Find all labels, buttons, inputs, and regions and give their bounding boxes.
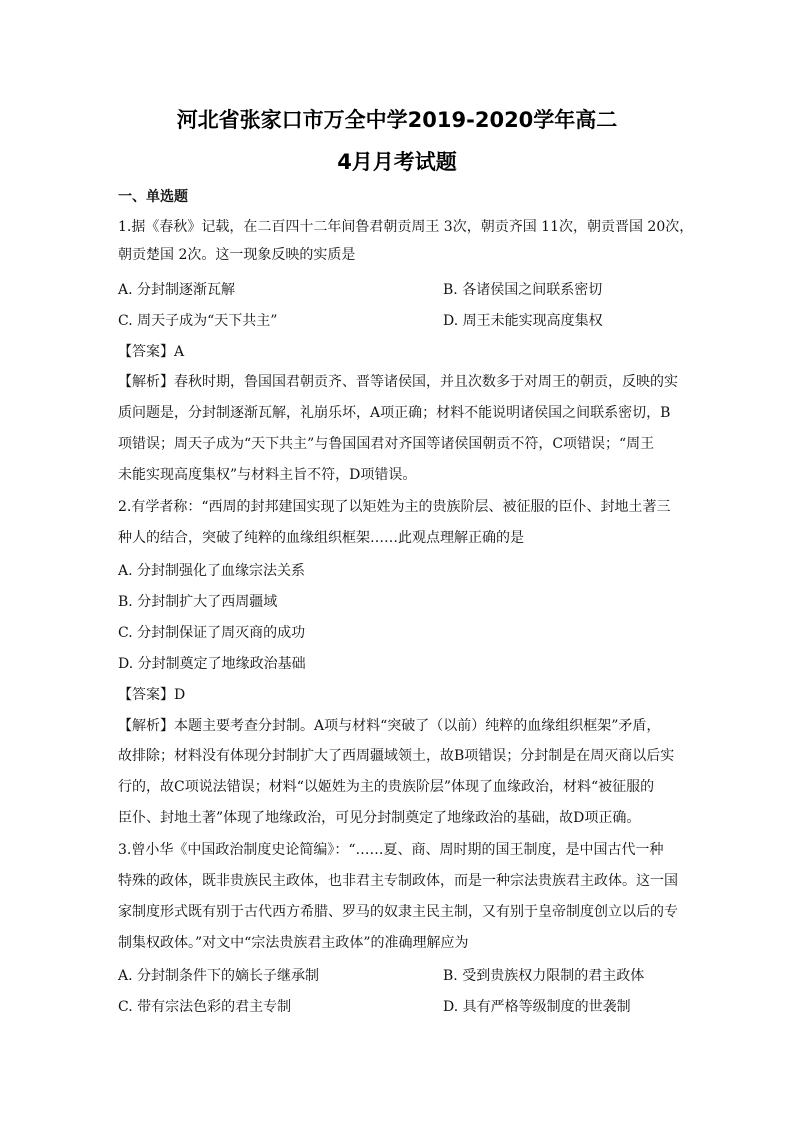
q2-option-b: B. 分封制扩大了西周疆域 xyxy=(118,594,278,610)
q2-option-a: A. 分封制强化了血缘宗法关系 xyxy=(118,563,306,579)
q2-analysis-line-3: 行的，故C项说法错误；材料“以姬姓为主的贵族阶层”体现了血缘政治，材料“被征服的 xyxy=(118,779,655,795)
q1-stem-line-2: 朝贡楚国 2次。这一现象反映的实质是 xyxy=(118,247,356,263)
q2-option-d: D. 分封制奠定了地缘政治基础 xyxy=(118,656,306,672)
q1-option-d: D. 周王未能实现高度集权 xyxy=(443,313,603,329)
title-line-2: 4月月考试题 xyxy=(337,150,457,174)
q3-stem-line-4: 制集权政体。”对文中“宗法贵族君主政体”的准确理解应为 xyxy=(118,935,469,951)
q3-stem-line-1: 3.曾小华《中国政治制度史论简编》：“……夏、商、周时期的国王制度，是中国古代一种 xyxy=(118,842,664,858)
q1-analysis-line-3: 项错误；周天子成为“天下共主”与鲁国国君对齐国等诸侯国朝贡不符，C项错误；“周王 xyxy=(118,436,655,452)
q1-option-b: B. 各诸侯国之间联系密切 xyxy=(443,282,603,298)
q2-option-c: C. 分封制保证了周灭商的成功 xyxy=(118,625,306,641)
q1-option-c: C. 周天子成为“天下共主” xyxy=(118,313,278,329)
q1-answer: 【答案】A xyxy=(118,344,185,360)
q3-option-d: D. 具有严格等级制度的世袭制 xyxy=(443,999,631,1015)
q3-option-b: B. 受到贵族权力限制的君主政体 xyxy=(443,968,645,984)
title-line-1: 河北省张家口市万全中学2019-2020学年高二 xyxy=(176,108,618,132)
q3-option-c: C. 带有宗法色彩的君主专制 xyxy=(118,999,292,1015)
section-heading: 一、单选题 xyxy=(118,189,188,205)
q1-stem-line-1: 1.据《春秋》记载，在二百四十二年间鲁君朝贡周王 3次，朝贡齐国 11次，朝贡晋国 20次， xyxy=(118,219,694,235)
q3-stem-line-2: 特殊的政体，既非贵族民主政体，也非君主专制政体，而是一种宗法贵族君主政体。这一国 xyxy=(118,873,678,889)
q1-analysis-line-4: 未能实现高度集权”与材料主旨不符，D项错误。 xyxy=(118,467,417,483)
q2-stem-line-2: 种人的结合，突破了纯粹的血缘组织框架……此观点理解正确的是 xyxy=(118,530,524,546)
q1-analysis-line-2: 质问题是，分封制逐渐瓦解，礼崩乐坏，A项正确；材料不能说明诸侯国之间联系密切，B xyxy=(118,405,671,421)
q2-analysis-line-2: 故排除；材料没有体现分封制扩大了西周疆域领土，故B项错误；分封制是在周灭商以后实 xyxy=(118,748,675,764)
q2-analysis-line-1: 【解析】本题主要考查分封制。A项与材料“突破了（以前）纯粹的血缘组织框架”矛盾， xyxy=(118,718,661,734)
q2-answer: 【答案】D xyxy=(118,687,186,703)
q2-stem-line-1: 2.有学者称：“西周的封邦建国实现了以矩姓为主的贵族阶层、被征服的臣仆、封地土著三 xyxy=(118,499,671,515)
q1-option-a: A. 分封制逐渐瓦解 xyxy=(118,282,236,298)
q2-analysis-line-4: 臣仆、封地土著”体现了地缘政治，可见分封制奠定了地缘政治的基础，故D项正确。 xyxy=(118,810,641,826)
q1-analysis-line-1: 【解析】春秋时期，鲁国国君朝贡齐、晋等诸侯国，并且次数多于对周王的朝贡，反映的实 xyxy=(118,374,678,390)
q3-stem-line-3: 家制度形式既有别于古代西方希腊、罗马的奴隶主民主制，又有别于皇帝制度创立以后的专 xyxy=(118,904,678,920)
q3-option-a: A. 分封制条件下的嫡长子继承制 xyxy=(118,968,320,984)
